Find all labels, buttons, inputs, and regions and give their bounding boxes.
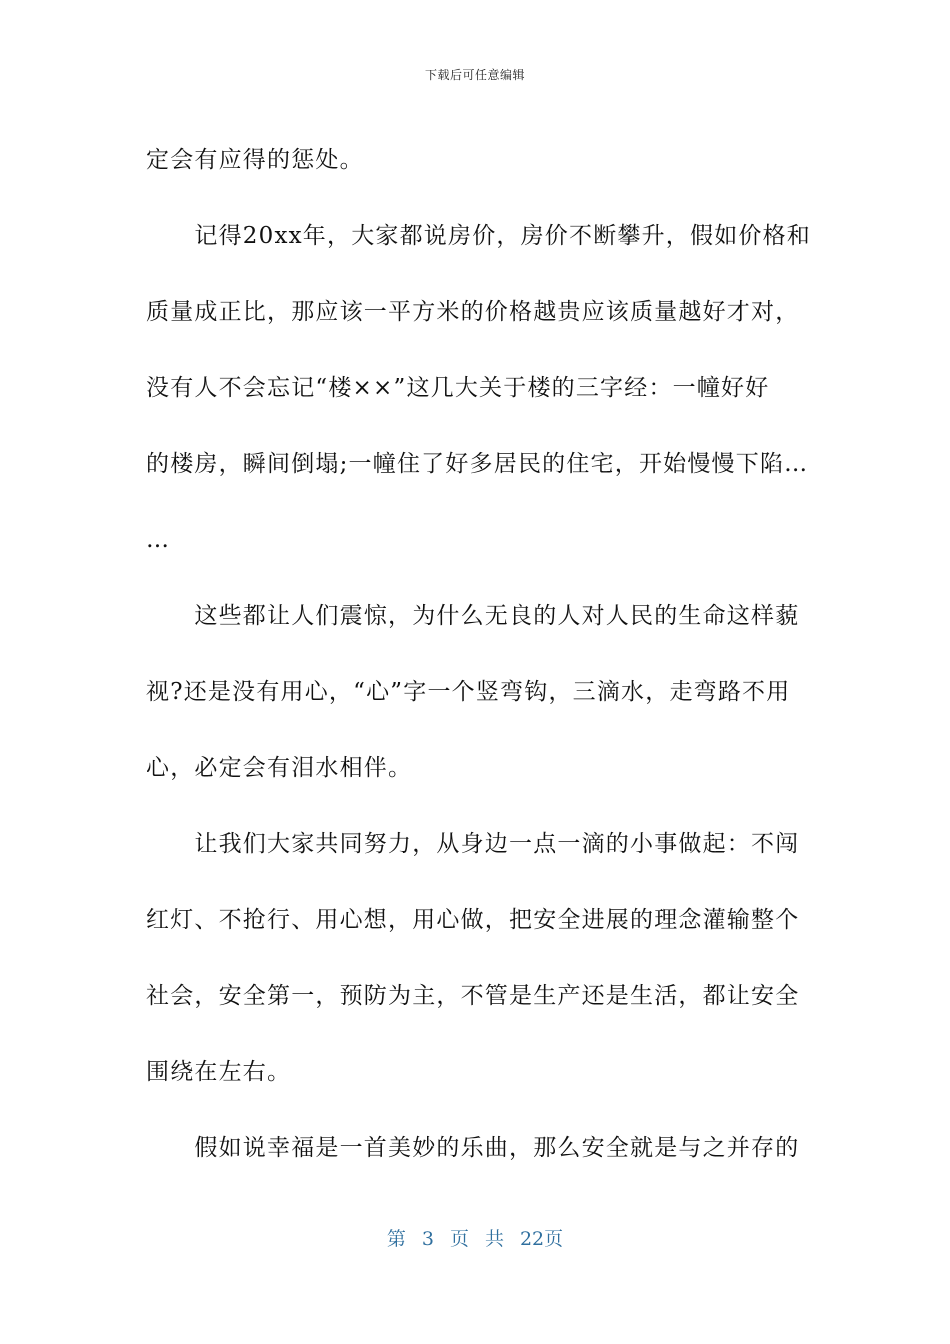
- text-line: 让我们大家共同努力，从身边一点一滴的小事做起：不闯: [146, 831, 800, 857]
- header-note: 下载后可任意编辑: [424, 68, 525, 82]
- footer-current-page: 3: [421, 1228, 434, 1250]
- text-line: 假如说幸福是一首美妙的乐曲，那么安全就是与之并存的: [146, 1135, 800, 1161]
- text-line: 社会，安全第一，预防为主，不管是生产还是生活，都让安全: [146, 983, 800, 1009]
- text-line: 没有人不会忘记“楼××”这几大关于楼的三字经：一幢好好: [146, 375, 770, 401]
- text-line: 围绕在左右。: [146, 1059, 292, 1085]
- text-line: 这些都让人们震惊，为什么无良的人对人民的生命这样藐: [146, 603, 800, 629]
- footer-total-pages: 22: [519, 1228, 545, 1250]
- text-line: 红灯、不抢行、用心想，用心做，把安全进展的理念灌输整个: [146, 907, 800, 933]
- footer-prefix: 第: [386, 1228, 406, 1250]
- body-text: [146, 122, 812, 1186]
- text-line: 质量成正比，那应该一平方米的价格越贵应该质量越好才对，: [146, 299, 800, 325]
- footer-suffix: 页: [544, 1228, 564, 1250]
- footer-total-prefix: 共: [484, 1228, 504, 1250]
- text-line: 心，必定会有泪水相伴。: [146, 755, 413, 781]
- text-line: 定会有应得的惩处。: [146, 147, 364, 173]
- text-line: 记得20xx年，大家都说房价，房价不断攀升，假如价格和: [146, 223, 812, 249]
- text-line: 视?还是没有用心，“心”字一个竖弯钩，三滴水，走弯路不用: [146, 679, 791, 705]
- text-line: …: [146, 527, 171, 553]
- text-line: 的楼房，瞬间倒塌;一幢住了好多居民的住宅，开始慢慢下陷…: [146, 451, 809, 477]
- footer-page-word: 页: [449, 1228, 469, 1250]
- page-number-footer: [0, 1224, 950, 1251]
